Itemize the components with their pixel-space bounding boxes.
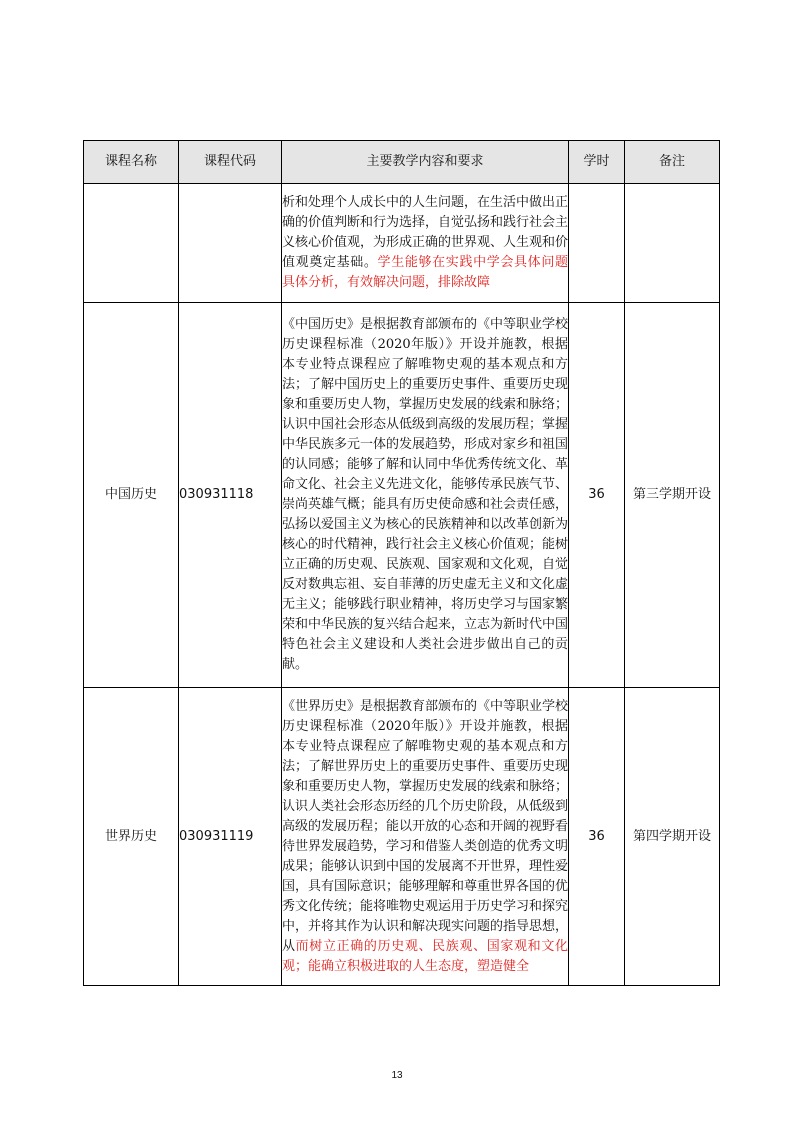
table-row [84,688,720,986]
table-header-row [84,141,720,184]
header-main-content: 主要教学内容和要求 [282,141,569,184]
table-row [84,184,720,303]
course-remark-cell [625,184,720,303]
header-course-name: 课程名称 [84,141,179,184]
course-code-cell [179,184,282,303]
header-hours: 学时 [569,141,625,184]
course-hours-cell: 36 [569,688,625,986]
header-remark: 备注 [625,141,720,184]
course-code-cell: 030931118 [179,303,282,688]
course-hours-cell: 36 [569,303,625,688]
content-text: 析和处理个人成长中的人生问题，在生活中做出正确的价值判断和行为选择，自觉弘扬和践行社会主义核心价值观，为形成正确的世界观、人生观和价值观奠定基础。 [282,195,569,270]
course-code-cell: 030931119 [179,688,282,986]
course-content-cell [282,184,569,303]
content-text: 《中国历史》是根据教育部颁布的《中等职业学校历史课程标准（2020年版）》开设并施教，根据本专业特点课程应了解唯物史观的基本观点和方法；了解中国历史上的重要历史事件、重要历史现象和重要历史人物，掌握历史发展的线索和脉络；认识中国社会形态从低级到高级的发展历程；掌握中华民族多元一体的发展趋势，形成对家乡和祖国的认同感；能够了解和认同中华优秀传统文化、革命文化、社会主义先进文化，能够传承民族气节、崇尚英雄气概；能具有历史使命感和社会责任感，弘扬以爱国主义为核心的民族精神和以改革创新为核心的时代精神，践行社会主义核心价值观；能树立正确的历史观、民族观、国家观和文化观，自觉反对数典忘祖、妄自菲薄的历史虚无主义和文化虚无主义；能够践行职业精神，将历史学习与国家繁荣和中华民族的复兴结合起来，立志为新时代中国特色社会主义建设和人类社会进步做出自己的贡献。 [282,317,569,672]
page-number: 13 [391,1070,403,1081]
content-highlight-text: 学生能够在实践中学会具体问题具体分析，有效解决问题，排除故障 [282,255,568,290]
content-text: 《世界历史》是根据教育部颁布的《中等职业学校历史课程标准（2020年版）》开设并施教，根据本专业特点课程应了解唯物史观的基本观点和方法；了解世界历史上的重要历史事件、重要历史现象和重要历史人物，掌握历史发展的线索和脉络；认识人类社会形态历经的几个历史阶段，从低级到高级的发展历程；能以开放的心态和开阔的视野看待世界发展趋势，学习和借鉴人类创造的优秀文明成果；能够认识到中国的发展离不开世界，理性爱国，具有国际意识；能够理解和尊重世界各国的优秀文化传统；能将唯物史观运用于历史学习和探究中，并将其作为认识和解决现实问题的指导思想，从 [282,698,569,954]
course-content-cell [282,303,569,688]
content-highlight-text: 而树立正确的历史观、民族观、国家观和文化观；能确立积极进取的人生态度，塑造健全 [282,938,568,974]
header-course-code: 课程代码 [179,141,282,184]
course-name-cell [84,184,179,303]
course-hours-cell [569,184,625,303]
table-row [84,303,720,688]
course-name-cell: 中国历史 [84,303,179,688]
course-table [83,140,720,986]
course-remark-cell: 第四学期开设 [625,688,720,986]
course-content-cell [282,688,569,986]
course-name-cell: 世界历史 [84,688,179,986]
course-remark-cell: 第三学期开设 [625,303,720,688]
